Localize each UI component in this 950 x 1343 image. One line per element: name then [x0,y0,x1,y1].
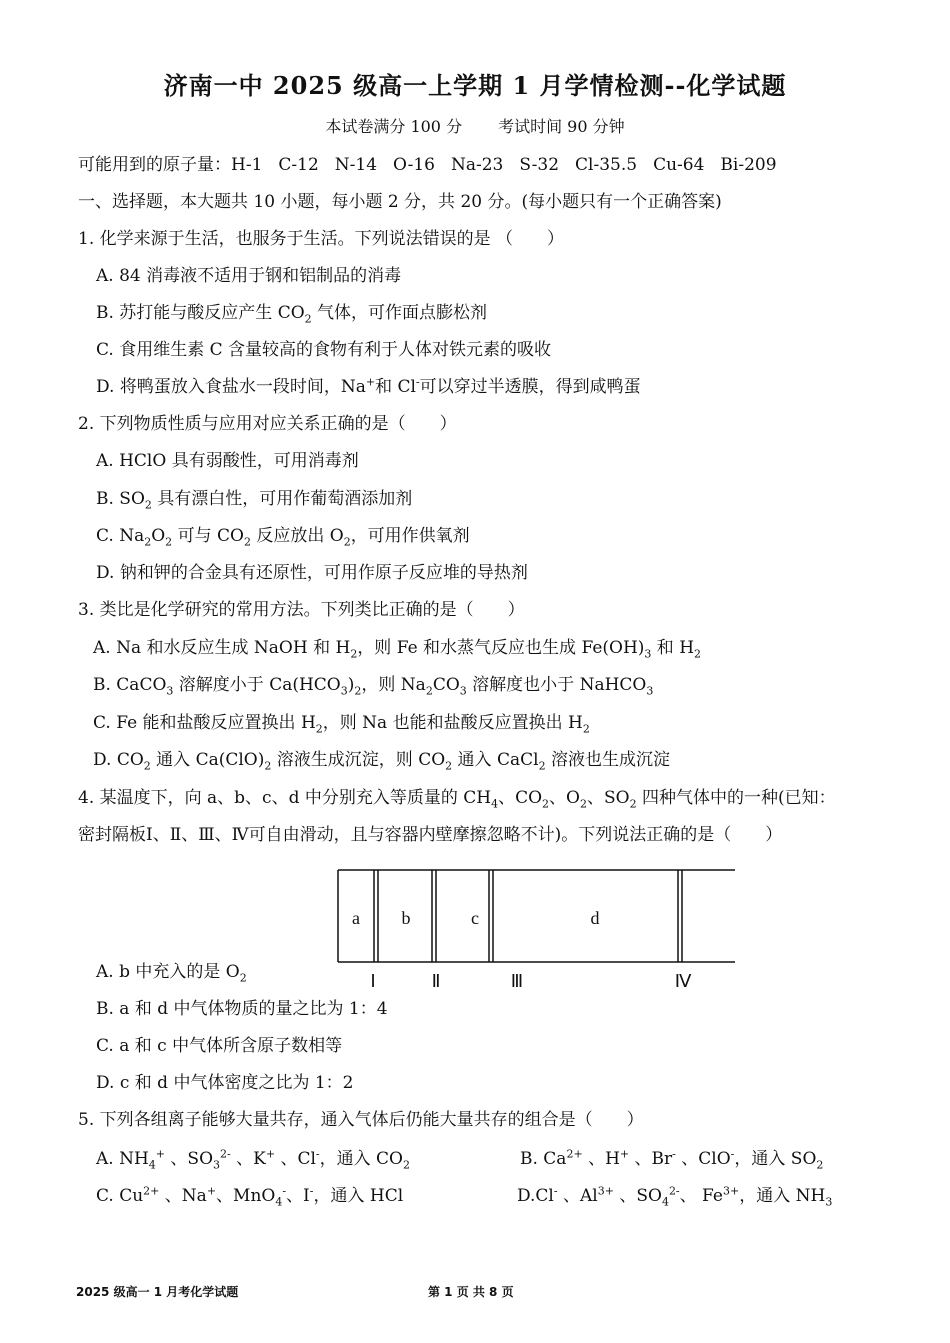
atomic-mass: Na-23 [450,155,504,175]
q4-stem-cont: 密封隔板Ⅰ、Ⅱ、Ⅲ、Ⅳ可自由滑动，且与容器内壁摩擦忽略不计)。下列说法正确的是（ ） [78,825,783,845]
partition-3-label: Ⅲ [510,971,524,991]
q5-option-d: D.Cl- 、$Al^{3+}$ 、$SO_4^{2-}$、 $Fe^{3+}$，通入 $NH_3$ [517,1184,833,1209]
atomic-mass: Cu-64 [653,155,705,175]
atomic-mass: O-16 [393,155,435,175]
q3-stem: 3. 类比是化学研究的常用方法。下列类比正确的是（ ） [78,600,525,620]
q5-stem: 5. 下列各组离子能够大量共存，通入气体后仍能大量共存的组合是（ ） [78,1110,644,1130]
q3-option-b: B. CaCO$_3$ 溶解度小于 $Ca(HCO_3)_2$，则 $Na_2CO_3$ 溶解度也小于 NaHCO$_3$ [93,675,654,698]
atomic-mass: H-1 [231,155,263,175]
atomic-mass: N-14 [334,155,378,175]
partition-4-label: Ⅳ [674,971,692,991]
q5-option-c: C. $Cu^{2+}$ 、Na+、MnO$_4$-、I-，通入 HCl [96,1184,404,1209]
q2-option-c: C. $Na_2O_2$ 可与 $CO_2$ 反应放出 $O_2$，可用作供氧剂 [96,526,470,549]
atomic-mass: S-32 [519,155,560,175]
q2-option-d: D. 钠和钾的合金具有还原性，可用作原子反应堆的导热剂 [96,563,528,583]
q4-option-d: D. c 和 d 中气体密度之比为 1：2 [96,1073,354,1093]
q5-option-b: B. $Ca^{2+}$ 、H+ 、Br- 、ClO-，通入 $SO_2$ [520,1147,824,1172]
q5-option-a: A. $NH_4^+$ 、$SO_3^{2-}$ 、K+ 、Cl-，通入 $CO_2$ [96,1147,410,1172]
atomic-masses [78,154,793,176]
page-number: 第 1 页 共 8 页 [428,1285,514,1299]
q1-option-d: D. 将鸭蛋放入食盐水一段时间，Na+和 Cl-可以穿过半透膜，得到咸鸭蛋 [96,375,641,397]
page-title: 济南一中 2025 级高一上学期 1 月学情检测--化学试题 [163,71,787,100]
q1-option-c: C. 食用维生素 C 含量较高的食物有利于人体对铁元素的吸收 [96,340,552,360]
section-heading: 一、选择题，本大题共 10 小题，每小题 2 分，共 20 分。(每小题只有一个正确答案) [78,192,722,212]
full-score: 本试卷满分 100 分 [325,117,463,136]
q3-option-a: A. Na 和水反应生成 NaOH 和 $H_2$，则 Fe 和水蒸气反应也生成 $Fe(OH)_3$ 和 $H_2$ [93,638,702,661]
q2-stem: 2. 下列物质性质与应用对应关系正确的是（ ） [78,414,457,434]
q2-option-b: B. $SO_2$ 具有漂白性，可用作葡萄酒添加剂 [96,489,413,512]
q4-option-b: B. a 和 d 中气体物质的量之比为 1：4 [96,999,388,1019]
footer-title: 2025 级高一 1 月考化学试题 [76,1285,239,1299]
atomic-mass: Bi-209 [720,155,777,175]
container-diagram [330,862,740,997]
q1-stem: 1. 化学来源于生活，也服务于生活。下列说法错误的是 （ ） [78,229,565,249]
atomic-mass: C-12 [278,155,319,175]
partition-2-label: Ⅱ [431,971,441,991]
chamber-b-label: b [401,908,411,928]
q1-option-b: B. 苏打能与酸反应产生 $CO_2$ 气体，可作面点膨松剂 [96,303,488,326]
exam-time: 考试时间 90 分钟 [498,117,625,136]
chamber-d-label: d [590,908,600,928]
q2-option-a: A. HClO 具有弱酸性，可用消毒剂 [96,451,359,471]
chamber-c-label: c [471,908,479,928]
q1-option-a: A. 84 消毒液不适用于钢和铝制品的消毒 [96,266,402,286]
q4-option-a: A. b 中充入的是 $O_2$ [96,962,247,985]
atomic-mass: Cl-35.5 [575,155,638,175]
exam-info [0,114,950,137]
q3-option-d: D. $CO_2$ 通入 $Ca(ClO)_2$ 溶液生成沉淀，则 $CO_2$ 通入 CaCl$_2$ 溶液也生成沉淀 [93,750,670,773]
chamber-a-label: a [352,908,360,928]
q4-option-c: C. a 和 c 中气体所含原子数相等 [96,1036,343,1056]
q4-stem: 4. 某温度下，向 a、b、c、d 中分别充入等质量的 $CH_4$、$CO_2$、$O_2$、$SO_2$ 四种气体中的一种(已知： [78,788,836,811]
atomic-masses-label: 可能用到的原子量： [78,155,231,175]
q3-option-c: C. Fe 能和盐酸反应置换出 $H_2$，则 Na 也能和盐酸反应置换出 $H_2$ [93,713,590,736]
partition-1-label: Ⅰ [370,971,376,991]
